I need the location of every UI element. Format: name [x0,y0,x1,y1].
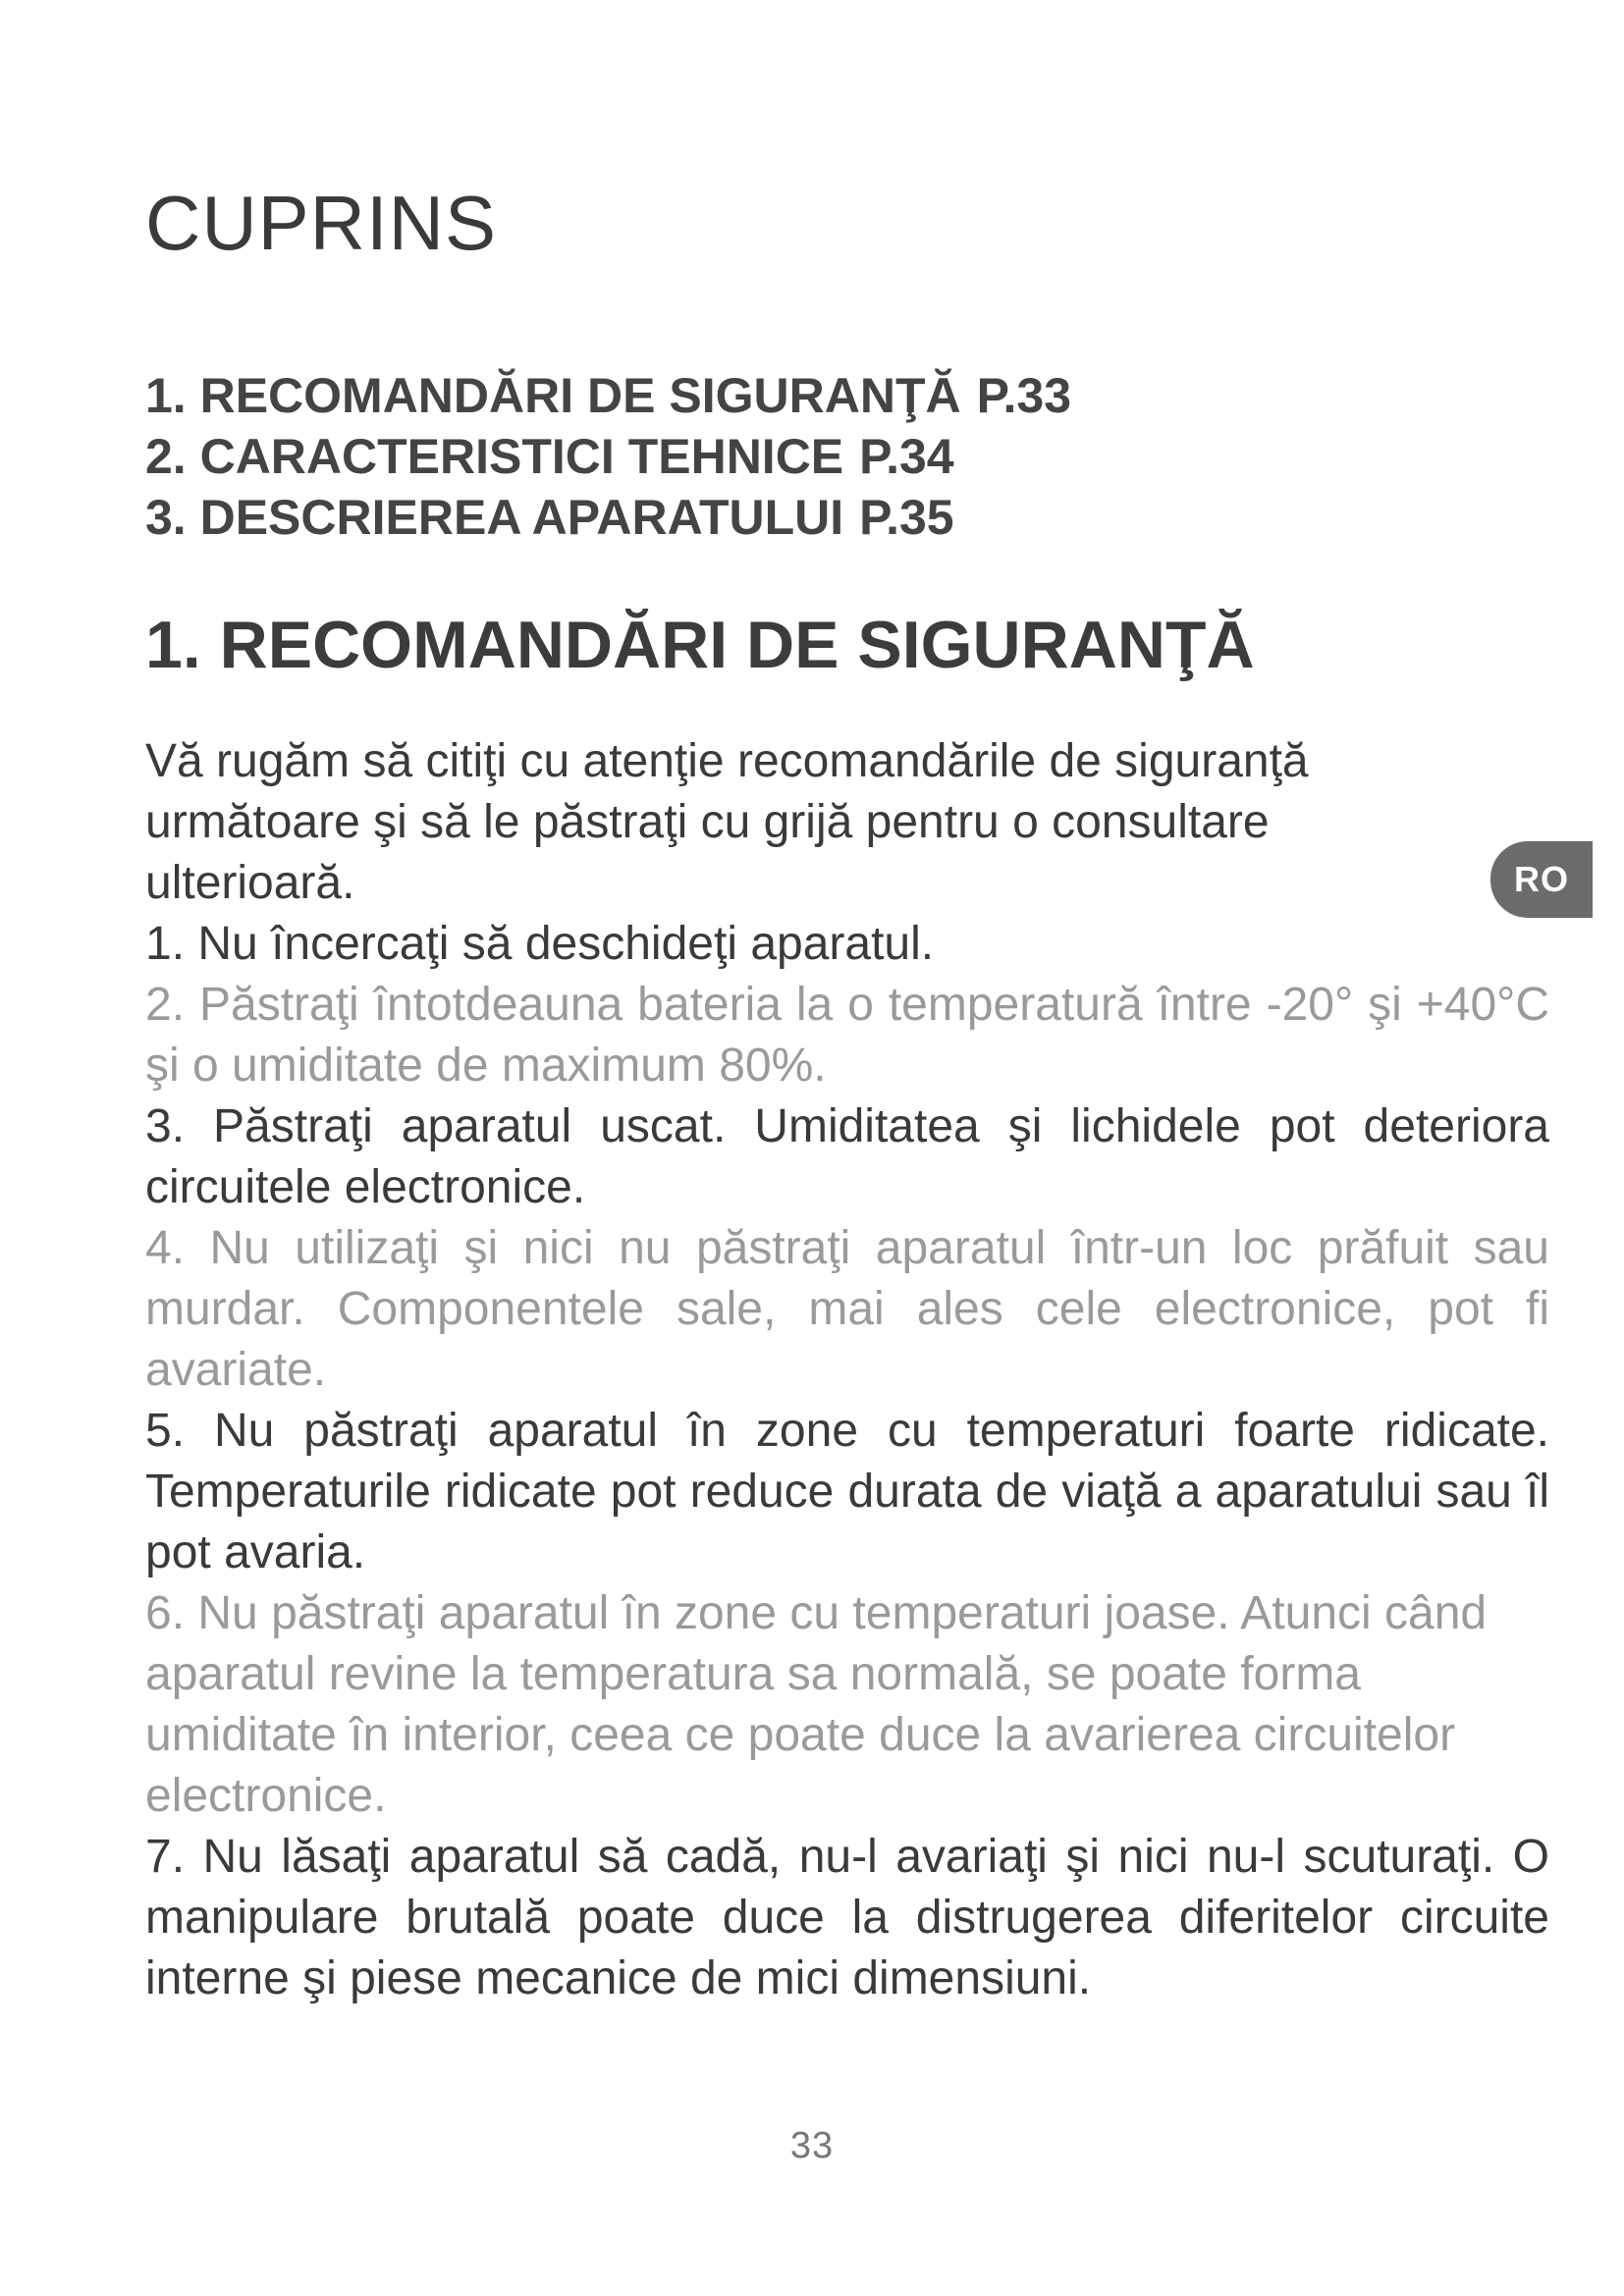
page-title: CUPRINS [145,180,498,266]
section-heading: 1. RECOMANDĂRI DE SIGURANŢĂ [145,608,1255,682]
toc-item[interactable] [145,426,1071,487]
toc-item-label: 2. CARACTERISTICI TEHNICE [145,429,844,484]
toc-item-label: 1. RECOMANDĂRI DE SIGURANŢĂ [145,368,961,423]
intro-paragraph: Vă rugăm să citiţi cu atenţie recomandările de siguranţă următoare şi să le păstraţi cu grijă pentru o consultare ulterioară. [145,735,1309,909]
safety-item: 1. Nu încercaţi să deschideţi aparatul. [145,918,935,970]
safety-content [145,731,1549,2009]
toc-item-page: P.35 [859,490,954,545]
toc-item[interactable] [145,365,1071,426]
safety-item: 5. Nu păstraţi aparatul în zone cu temperaturi foarte ridicate. Temperaturile ridicate pot reduce durata de viaţă a aparatului sau îl pot avaria. [145,1405,1549,1578]
safety-item: 4. Nu utilizaţi şi nici nu păstraţi aparatul într-un loc prăfuit sau murdar. Componentele sale, mai ales cele electronice, pot fi avariate. [145,1222,1549,1396]
safety-item: 6. Nu păstraţi aparatul în zone cu temperaturi joase. Atunci când aparatul revine la temperatura sa normală, se poate forma umiditate în interior, ceea ce poate duce la avarierea circuitelor electronice. [145,1587,1488,1822]
toc-item-page: P.33 [976,368,1072,423]
toc-item-page: P.34 [859,429,954,484]
toc-item[interactable] [145,487,1071,548]
language-badge: RO [1490,841,1593,918]
table-of-contents [145,365,1071,548]
safety-item: 7. Nu lăsaţi aparatul să cadă, nu-l avariaţi şi nici nu-l scuturaţi. O manipulare brutală poate duce la distrugerea diferitelor circuite interne şi piese mecanice de mici dimensiuni. [145,1831,1549,2004]
toc-item-label: 3. DESCRIEREA APARATULUI [145,490,844,545]
page-number: 33 [789,2125,835,2166]
safety-item: 2. Păstraţi întotdeauna bateria la o temperatură între -20° şi +40°C şi o umiditate de maximum 80%. [145,979,1549,1092]
safety-item: 3. Păstraţi aparatul uscat. Umiditatea şi lichidele pot deteriora circuitele electronice. [145,1100,1549,1213]
